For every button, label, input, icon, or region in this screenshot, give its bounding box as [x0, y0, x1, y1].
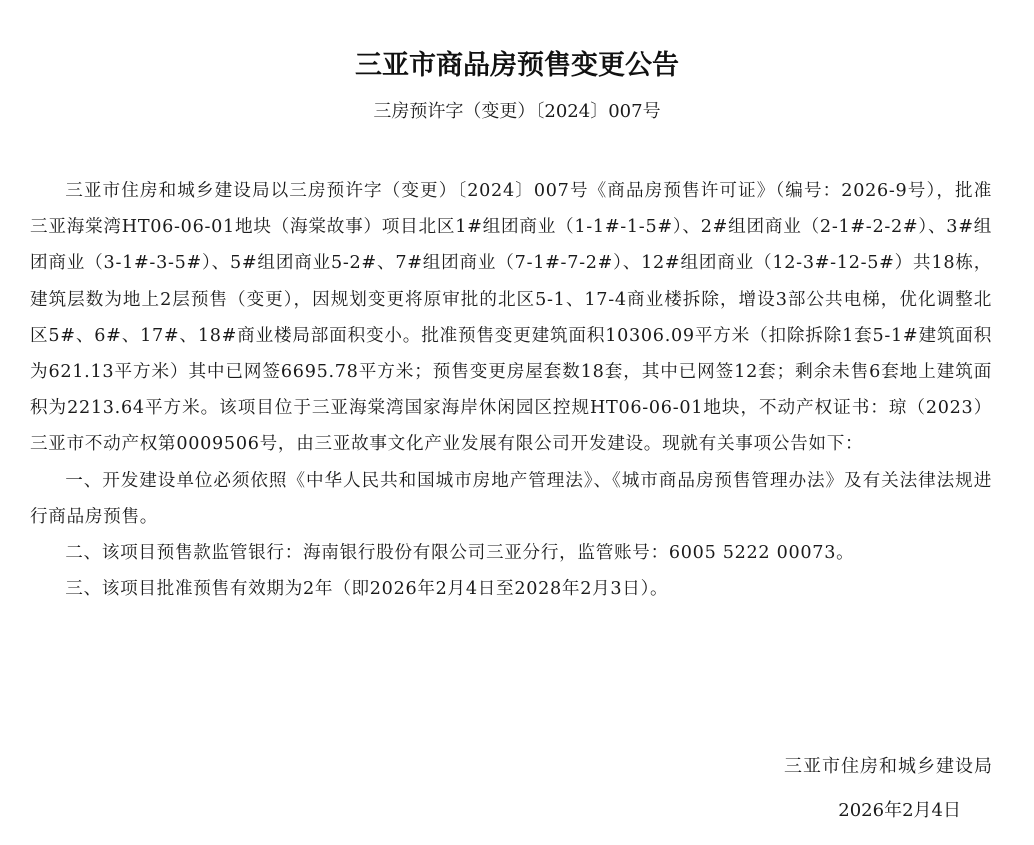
- paragraph-item-2: 二、该项目预售款监管银行：海南银行股份有限公司三亚分行，监管账号：6005 5222 00073。: [65, 543, 855, 564]
- document-number: 三房预许字（变更）〔2024〕007号: [373, 101, 661, 122]
- signature-date: 2026年2月4日: [838, 800, 961, 821]
- paragraph-item-1: 一、开发建设单位必须依照《中华人民共和国城市房地产管理法》、《城市商品房预售管理办法》及有关法律法规进行商品房预售。: [30, 470, 992, 527]
- notice-body: [30, 173, 992, 607]
- notice-title: 三亚市商品房预售变更公告: [355, 50, 679, 81]
- signature-organization: 三亚市住房和城乡建设局: [784, 756, 993, 777]
- paragraph-intro: 三亚市住房和城乡建设局以三房预许字（变更）〔2024〕007号《商品房预售许可证》（编号：2026-9号），批准三亚海棠湾HT06-06-01地块（海棠故事）项目北区1#组团商业（1-1#-1-5#）、2#组团商业（2-1#-2-2#）、3#组团商业（3-1#-3-5#）、5#组团商业5-2#、7#组团商业（7-1#-7-2#）、12#组团商业（12-3#-12-5#）共18栋，建筑层数为地上2层预售（变更），因规划变更将原审批的北区5-1、17-4商业楼拆除，增设3部公共电梯，优化调整北区5#、6#、17#、18#商业楼局部面积变小。批准预售变更建筑面积10306.09平方米（扣除拆除1套5-1#建筑面积为621.13平方米）其中已网签6695.78平方米；预售变更房屋套数18套，其中已网签12套；剩余未售6套地上建筑面积为2213.64平方米。该项目位于三亚海棠湾国家海岸休闲园区控规HT06-06-01地块，不动产权证书：琼（2023）三亚市不动产权第0009506号，由三亚故事文化产业发展有限公司开发建设。现就有关事项公告如下：: [30, 181, 992, 455]
- paragraph-item-3: 三、该项目批准预售有效期为2年（即2026年2月4日至2028年2月3日）。: [65, 579, 669, 600]
